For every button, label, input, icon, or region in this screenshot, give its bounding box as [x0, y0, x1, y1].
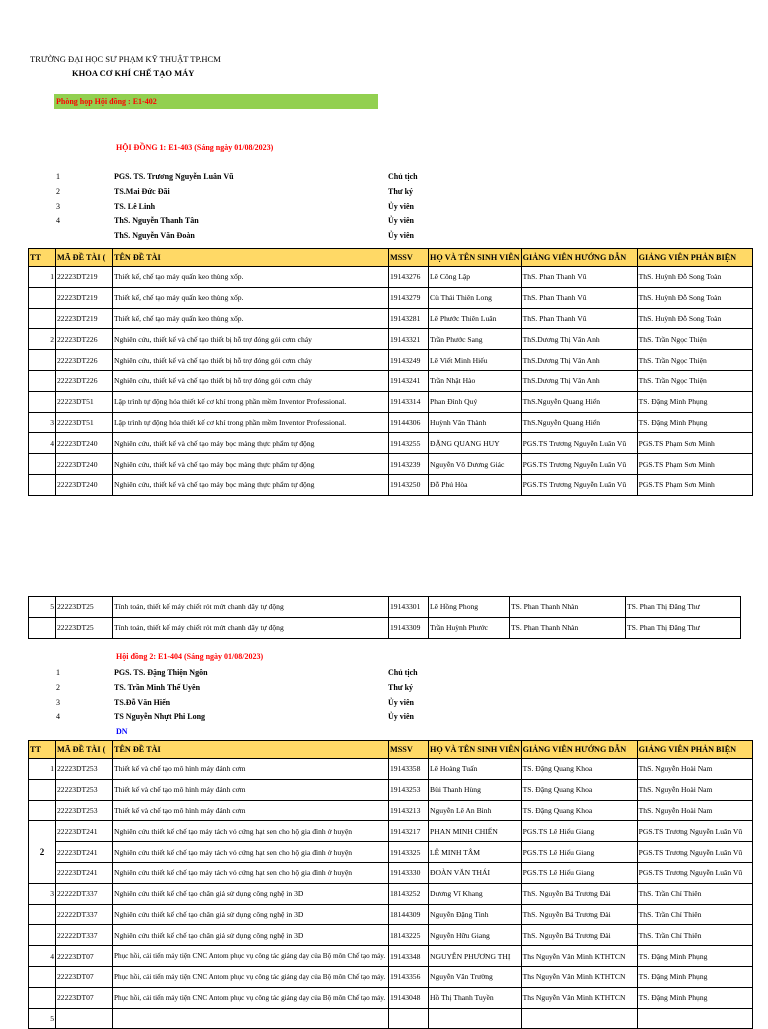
supervisor-cell: ThS. Nguyễn Bá Trương Đài [521, 904, 637, 925]
table-row [29, 966, 753, 987]
supervisor-cell: ThS. Phan Thanh Vũ [521, 287, 637, 308]
student-name-cell: Cù Thái Thiên Long [429, 287, 522, 308]
tt-cell [29, 350, 56, 371]
column-header: TT [29, 249, 56, 267]
supervisor-cell: PGS.TS Lê Hiếu Giang [521, 862, 637, 883]
student-name-cell: Nguyễn Hữu Giang [429, 925, 522, 946]
project-code-cell: 22223DT219 [56, 267, 113, 288]
supervisor-cell: PGS.TS Trương Nguyễn Luân Vũ [521, 474, 637, 495]
project-code-cell: 22223DT241 [56, 862, 113, 883]
student-id-cell: 19143217 [389, 821, 429, 842]
table-row [29, 946, 753, 967]
project-code-cell: 22223DT51 [56, 412, 113, 433]
project-title-cell: Thiết kế và chế tạo mô hình máy đánh cơm [113, 759, 389, 780]
student-id-cell: 19143048 [389, 987, 429, 1008]
reviewer-cell: ThS. Trần Chí Thiên [637, 883, 752, 904]
student-id-cell: 19143314 [389, 391, 429, 412]
supervisor-cell: ThS.Dương Thị Vân Anh [521, 370, 637, 391]
tt-cell [29, 474, 56, 495]
reviewer-cell: PGS.TS Phạm Sơn Minh [637, 433, 752, 454]
member-number: 1 [56, 668, 60, 677]
project-code-cell: 22223DT241 [56, 842, 113, 863]
member-role: Ủy viên [388, 712, 414, 722]
student-name-cell: Nguyễn Văn Trường [429, 966, 522, 987]
student-id-cell: 19143309 [389, 617, 429, 638]
reviewer-cell: TS. Đặng Minh Phụng [637, 966, 752, 987]
room-label: Phòng họp Hội đồng : E1-402 [56, 97, 157, 106]
project-title-cell: Thiết kế và chế tạo mô hình máy đánh cơm [113, 800, 389, 821]
project-code-cell: 22223DT253 [56, 800, 113, 821]
student-id-cell: 19143321 [389, 329, 429, 350]
reviewer-cell: TS. Đặng Minh Phụng [637, 987, 752, 1008]
table-header-row [29, 741, 753, 759]
project-code-cell: 22223DT226 [56, 370, 113, 391]
student-name-cell: Nguyễn Đặng Tình [429, 904, 522, 925]
table-row [29, 370, 753, 391]
tt-cell [29, 308, 56, 329]
student-name-cell: Nguyễn Lê An Bình [429, 800, 522, 821]
project-code-cell: 22222DT337 [56, 883, 113, 904]
project-title-cell: Nghiên cứu, thiết kế và chế tạo máy bọc màng thực phẩm tự động [113, 474, 389, 495]
student-id-cell: 19143330 [389, 862, 429, 883]
council1-table [28, 248, 753, 496]
tt-cell: 3 [29, 883, 56, 904]
tt-cell [29, 287, 56, 308]
project-code-cell: 22223DT226 [56, 329, 113, 350]
reviewer-cell: ThS. Nguyễn Hoài Nam [637, 779, 752, 800]
supervisor-cell: PGS.TS Trương Nguyễn Luân Vũ [521, 433, 637, 454]
supervisor-cell: PGS.TS Lê Hiếu Giang [521, 842, 637, 863]
column-header: HỌ VÀ TÊN SINH VIÊN [429, 741, 522, 759]
member-role: Thư ký [388, 682, 414, 692]
project-title-cell: Thiết kế, chế tạo máy quấn keo thùng xốp. [113, 287, 389, 308]
tt-cell [29, 370, 56, 391]
supervisor-cell: PGS.TS Trương Nguyễn Luân Vũ [521, 454, 637, 475]
student-name-cell: Trần Huỳnh Phước [429, 617, 510, 638]
table-row [29, 759, 753, 780]
project-title-cell: Phục hồi, cải tiến máy tiện CNC Antom phục vụ công tác giảng dạy của Bộ môn Chế tạo máy. [113, 987, 389, 1008]
member-role: Ủy viên [388, 231, 414, 241]
student-id-cell: 18143225 [389, 925, 429, 946]
reviewer-cell: ThS. Nguyễn Hoài Nam [637, 759, 752, 780]
student-id-cell: 19143356 [389, 966, 429, 987]
student-id-cell [389, 1008, 429, 1029]
tt-cell: 1 [29, 759, 56, 780]
tt-cell: 2 [29, 329, 56, 350]
supervisor-cell: ThS. Phan Thanh Vũ [521, 308, 637, 329]
supervisor-cell: ThS.Nguyễn Quang Hiển [521, 412, 637, 433]
column-header: MSSV [389, 249, 429, 267]
reviewer-cell: TS. Phan Thị Đăng Thư [626, 617, 741, 638]
member-number: 3 [56, 697, 60, 707]
council1-title: HỘI ĐỒNG 1: E1-403 (Sáng ngày 01/08/2023) [116, 143, 274, 152]
student-id-cell: 19143255 [389, 433, 429, 454]
student-id-cell: 19143253 [389, 779, 429, 800]
table-row [29, 862, 753, 883]
student-id-cell: 19143239 [389, 454, 429, 475]
project-code-cell: 22222DT337 [56, 925, 113, 946]
project-code-cell [56, 1008, 113, 1029]
column-header: GIẢNG VIÊN PHẢN BIỆN [637, 249, 752, 267]
supervisor-cell: Ths Nguyễn Văn Minh KTHTCN [521, 946, 637, 967]
column-header: GIẢNG VIÊN PHẢN BIỆN [637, 741, 752, 759]
table-row [29, 412, 753, 433]
student-id-cell: 19143358 [389, 759, 429, 780]
table-row [29, 308, 753, 329]
member-number: 4 [56, 216, 60, 226]
member-role: Ủy viên [388, 697, 414, 707]
column-header: TT [29, 741, 56, 759]
member-name: ThS. Nguyễn Văn Đoàn [114, 231, 195, 241]
reviewer-cell: PGS.TS Trương Nguyễn Luân Vũ [637, 821, 752, 842]
project-code-cell: 22223DT25 [56, 597, 113, 618]
reviewer-cell [637, 1008, 752, 1029]
supervisor-cell: TS. Đặng Quang Khoa [521, 759, 637, 780]
student-id-cell: 18143252 [389, 883, 429, 904]
table-row [29, 617, 741, 638]
project-title-cell: Lập trình tự động hóa thiết kế cơ khí trong phần mềm Inventor Professional. [113, 412, 389, 433]
student-id-cell: 19143325 [389, 842, 429, 863]
faculty-name: KHOA CƠ KHÍ CHẾ TẠO MÁY [72, 68, 195, 78]
supervisor-cell: ThS. Nguyễn Bá Trương Đài [521, 883, 637, 904]
project-code-cell: 22223DT219 [56, 308, 113, 329]
student-id-cell: 19143281 [389, 308, 429, 329]
project-code-cell: 22223DT240 [56, 433, 113, 454]
tt-cell: 5 [29, 597, 56, 618]
project-title-cell: Nghiên cứu, thiết kế và chế tạo máy bọc màng thực phẩm tự động [113, 454, 389, 475]
tt-cell [29, 925, 56, 946]
reviewer-cell: ThS. Huỳnh Đỗ Song Toàn [637, 267, 752, 288]
council2-tag: DN [116, 727, 128, 736]
tt-cell: 1 [29, 267, 56, 288]
tt-cell [29, 391, 56, 412]
table-row [29, 842, 753, 863]
project-title-cell: Nghiên cứu thiết kế chế tạo chân giả sử dụng công nghệ in 3D [113, 883, 389, 904]
reviewer-cell: ThS. Huỳnh Đỗ Song Toàn [637, 287, 752, 308]
project-code-cell: 22223DT07 [56, 966, 113, 987]
member-role: Chủ tịch [388, 668, 418, 677]
member-role: Ủy viên [388, 216, 414, 226]
student-name-cell: Hồ Thị Thanh Tuyền [429, 987, 522, 1008]
project-title-cell: Nghiên cứu thiết kế chế tạo máy tách vỏ cứng hạt sen cho hộ gia đình ở huyện [113, 842, 389, 863]
student-id-cell: 19143250 [389, 474, 429, 495]
project-code-cell: 22223DT07 [56, 987, 113, 1008]
supervisor-cell: ThS. Nguyễn Bá Trương Đài [521, 925, 637, 946]
supervisor-cell [521, 1008, 637, 1029]
supervisor-cell: ThS.Nguyễn Quang Hiển [521, 391, 637, 412]
member-name: TS. Lê Linh [114, 201, 156, 211]
table-row [29, 267, 753, 288]
student-name-cell: Lê Hồng Phong [429, 597, 510, 618]
supervisor-cell: ThS.Dương Thị Vân Anh [521, 350, 637, 371]
student-name-cell [429, 1008, 522, 1029]
reviewer-cell: ThS. Trần Ngọc Thiện [637, 370, 752, 391]
project-title-cell: Nghiên cứu thiết kế chế tạo chân giả sử dụng công nghệ in 3D [113, 925, 389, 946]
student-name-cell: Dương Vĩ Khang [429, 883, 522, 904]
supervisor-cell: PGS.TS Lê Hiếu Giang [521, 821, 637, 842]
reviewer-cell: TS. Phan Thị Đăng Thư [626, 597, 741, 618]
student-id-cell: 19143348 [389, 946, 429, 967]
table-row [29, 821, 753, 842]
student-id-cell: 19143241 [389, 370, 429, 391]
column-header: GIẢNG VIÊN HƯỚNG DẪN [521, 741, 637, 759]
reviewer-cell: ThS. Trần Ngọc Thiện [637, 350, 752, 371]
project-code-cell: 22222DT337 [56, 904, 113, 925]
project-title-cell: Nghiên cứu, thiết kế và chế tạo thiết bị hỗ trợ đóng gói cơm cháy [113, 350, 389, 371]
project-code-cell: 22223DT240 [56, 454, 113, 475]
table-row [29, 454, 753, 475]
supervisor-cell: Ths Nguyễn Văn Minh KTHTCN [521, 966, 637, 987]
member-name: TS.Đỗ Văn Hiến [114, 697, 171, 707]
student-name-cell: Phan Đình Quý [429, 391, 522, 412]
student-id-cell: 19143301 [389, 597, 429, 618]
member-name: PGS. TS. Trương Nguyễn Luân Vũ [114, 172, 234, 181]
student-name-cell: Đỗ Phú Hòa [429, 474, 522, 495]
table-row [29, 779, 753, 800]
student-id-cell: 19143249 [389, 350, 429, 371]
member-number: 2 [56, 186, 60, 196]
reviewer-cell: ThS. Trần Chí Thiên [637, 925, 752, 946]
tt-cell: 4 [29, 433, 56, 454]
column-header: TÊN ĐỀ TÀI [113, 741, 389, 759]
reviewer-cell: ThS. Trần Ngọc Thiện [637, 329, 752, 350]
reviewer-cell: PGS.TS Trương Nguyễn Luân Vũ [637, 862, 752, 883]
project-title-cell: Phục hồi, cải tiến máy tiện CNC Antom phục vụ công tác giảng dạy của Bộ môn Chế tạo máy. [113, 966, 389, 987]
tt-cell: 2 [29, 821, 56, 883]
table-row [29, 329, 753, 350]
project-title-cell: Nghiên cứu thiết kế chế tạo máy tách vỏ cứng hạt sen cho hộ gia đình ở huyện [113, 821, 389, 842]
student-name-cell: Nguyễn Võ Dương Giác [429, 454, 522, 475]
student-name-cell: PHAN MINH CHIẾN [429, 821, 522, 842]
school-name: TRƯỜNG ĐẠI HỌC SƯ PHẠM KỸ THUẬT TP.HCM [30, 54, 221, 64]
member-role: Chủ tịch [388, 172, 418, 181]
student-name-cell: Huỳnh Văn Thành [429, 412, 522, 433]
member-number: 3 [56, 201, 60, 211]
student-name-cell: Trần Phước Sang [429, 329, 522, 350]
tt-cell: 5 [29, 1008, 56, 1029]
member-name: PGS. TS. Đặng Thiện Ngôn [114, 668, 208, 677]
student-name-cell: Trần Nhật Hào [429, 370, 522, 391]
student-id-cell: 18144309 [389, 904, 429, 925]
table-header-row [29, 249, 753, 267]
supervisor-cell: TS. Phan Thanh Nhàn [510, 597, 626, 618]
table-row [29, 597, 741, 618]
project-code-cell: 22223DT241 [56, 821, 113, 842]
column-header: GIẢNG VIÊN HƯỚNG DẪN [521, 249, 637, 267]
tt-cell [29, 987, 56, 1008]
member-number: 1 [56, 172, 60, 181]
reviewer-cell: ThS. Huỳnh Đỗ Song Toàn [637, 308, 752, 329]
tt-cell [29, 904, 56, 925]
reviewer-cell: PGS.TS Phạm Sơn Minh [637, 454, 752, 475]
table-row [29, 287, 753, 308]
reviewer-cell: TS. Đặng Minh Phụng [637, 391, 752, 412]
project-code-cell: 22223DT25 [56, 617, 113, 638]
table-row [29, 474, 753, 495]
project-title-cell: Tính toán, thiết kế máy chiết rót mứt chanh dây tự động [113, 597, 389, 618]
table-row [29, 350, 753, 371]
supervisor-cell: TS. Đặng Quang Khoa [521, 779, 637, 800]
project-code-cell: 22223DT226 [56, 350, 113, 371]
column-header: HỌ VÀ TÊN SINH VIÊN [429, 249, 522, 267]
table-row [29, 904, 753, 925]
project-code-cell: 22223DT253 [56, 759, 113, 780]
table-row [29, 925, 753, 946]
supervisor-cell: TS. Đặng Quang Khoa [521, 800, 637, 821]
project-title-cell: Nghiên cứu thiết kế chế tạo máy tách vỏ cứng hạt sen cho hộ gia đình ở huyện [113, 862, 389, 883]
project-title-cell: Thiết kế, chế tạo máy quấn keo thùng xốp. [113, 267, 389, 288]
member-number: 2 [56, 682, 60, 692]
student-id-cell: 19143279 [389, 287, 429, 308]
tt-cell [29, 966, 56, 987]
project-title-cell: Lập trình tự động hóa thiết kế cơ khí trong phần mềm Inventor Professional. [113, 391, 389, 412]
reviewer-cell: PGS.TS Trương Nguyễn Luân Vũ [637, 842, 752, 863]
table-row [29, 433, 753, 454]
project-code-cell: 22223DT51 [56, 391, 113, 412]
student-name-cell: ĐẶNG QUANG HUY [429, 433, 522, 454]
project-code-cell: 22223DT240 [56, 474, 113, 495]
supervisor-cell: ThS. Phan Thanh Vũ [521, 267, 637, 288]
student-id-cell: 19143213 [389, 800, 429, 821]
student-name-cell: ĐOÀN VĂN THÁI [429, 862, 522, 883]
member-name: TS.Mai Đức Đãi [114, 186, 170, 196]
student-name-cell: Lê Công Lập [429, 267, 522, 288]
reviewer-cell: TS. Đặng Minh Phụng [637, 412, 752, 433]
tt-cell: 4 [29, 946, 56, 967]
council2-title: Hội đồng 2: E1-404 (Sáng ngày 01/08/2023) [116, 652, 264, 661]
column-header: MSSV [389, 741, 429, 759]
student-name-cell: Lê Hoàng Tuấn [429, 759, 522, 780]
project-title-cell [113, 1008, 389, 1029]
project-title-cell: Thiết kế và chế tạo mô hình máy đánh cơm [113, 779, 389, 800]
tt-cell [29, 454, 56, 475]
member-name: ThS. Nguyễn Thanh Tân [114, 216, 199, 226]
member-role: Ủy viên [388, 201, 414, 211]
student-name-cell: NGUYỄN PHƯƠNG THỊ [429, 946, 522, 967]
student-name-cell: Lê Viết Minh Hiếu [429, 350, 522, 371]
reviewer-cell: PGS.TS Phạm Sơn Minh [637, 474, 752, 495]
project-title-cell: Nghiên cứu thiết kế chế tạo chân giả sử dụng công nghệ in 3D [113, 904, 389, 925]
student-name-cell: Bùi Thanh Hùng [429, 779, 522, 800]
project-title-cell: Nghiên cứu, thiết kế và chế tạo thiết bị hỗ trợ đóng gói cơm cháy [113, 329, 389, 350]
tt-cell: 3 [29, 412, 56, 433]
table-row [29, 987, 753, 1008]
tt-cell [29, 617, 56, 638]
member-role: Thư ký [388, 186, 414, 196]
room-banner [54, 94, 378, 109]
project-code-cell: 22223DT253 [56, 779, 113, 800]
project-title-cell: Tính toán, thiết kế máy chiết rót mứt chanh dây tự động [113, 617, 389, 638]
project-code-cell: 22223DT07 [56, 946, 113, 967]
table-row [29, 1008, 753, 1029]
column-header: TÊN ĐỀ TÀI [113, 249, 389, 267]
table-row [29, 800, 753, 821]
supervisor-cell: Ths Nguyễn Văn Minh KTHTCN [521, 987, 637, 1008]
council2-table [28, 740, 753, 1029]
column-header: MÃ ĐỀ TÀI ( [56, 741, 113, 759]
student-id-cell: 19143276 [389, 267, 429, 288]
student-id-cell: 19144306 [389, 412, 429, 433]
tt-cell [29, 779, 56, 800]
student-name-cell: Lê Phước Thiên Luân [429, 308, 522, 329]
project-title-cell: Nghiên cứu, thiết kế và chế tạo thiết bị hỗ trợ đóng gói cơm cháy [113, 370, 389, 391]
reviewer-cell: ThS. Nguyễn Hoài Nam [637, 800, 752, 821]
project-title-cell: Nghiên cứu, thiết kế và chế tạo máy bọc màng thực phẩm tự động [113, 433, 389, 454]
supervisor-cell: ThS.Dương Thị Vân Anh [521, 329, 637, 350]
table-row [29, 391, 753, 412]
member-name: TS Nguyễn Nhựt Phi Long [114, 712, 206, 722]
student-name-cell: LÊ MINH TÂM [429, 842, 522, 863]
council1-table-continued [28, 596, 741, 639]
table-row [29, 883, 753, 904]
reviewer-cell: ThS. Trần Chí Thiên [637, 904, 752, 925]
member-number: 4 [56, 712, 60, 722]
project-title-cell: Thiết kế, chế tạo máy quấn keo thùng xốp. [113, 308, 389, 329]
tt-cell [29, 800, 56, 821]
column-header: MÃ ĐỀ TÀI ( [56, 249, 113, 267]
project-title-cell: Phục hồi, cải tiến máy tiện CNC Antom phục vụ công tác giảng dạy của Bộ môn Chế tạo máy. [113, 946, 389, 967]
project-code-cell: 22223DT219 [56, 287, 113, 308]
member-name: TS. Trần Minh Thế Uyên [114, 682, 201, 692]
supervisor-cell: TS. Phan Thanh Nhàn [510, 617, 626, 638]
reviewer-cell: TS. Đặng Minh Phụng [637, 946, 752, 967]
